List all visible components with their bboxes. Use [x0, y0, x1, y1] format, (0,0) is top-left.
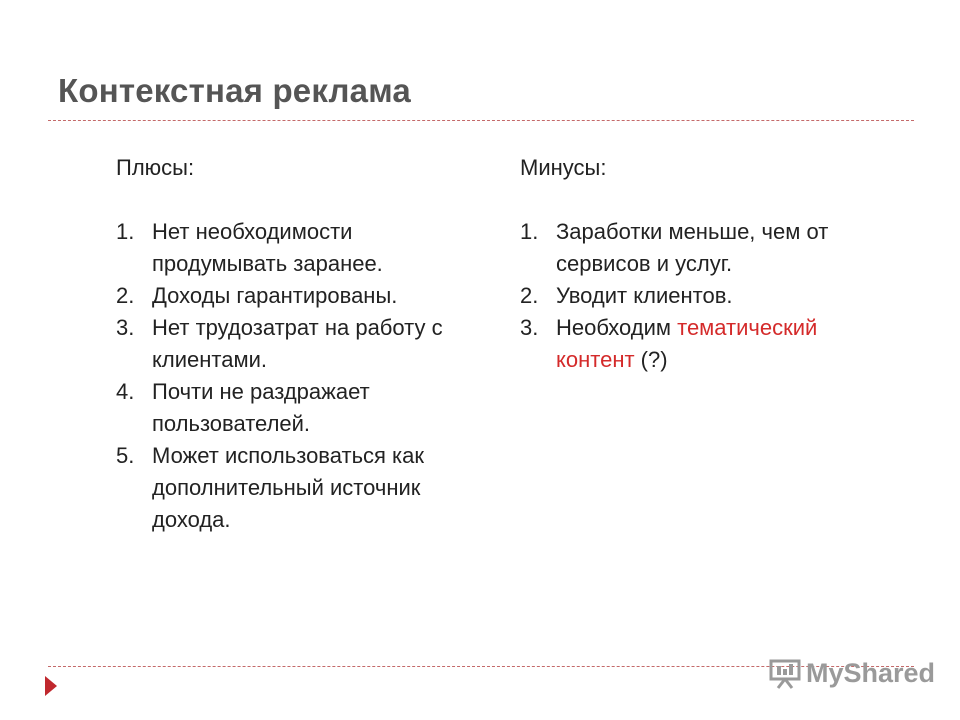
cons-column — [520, 152, 900, 376]
cons-heading: Минусы: — [520, 155, 607, 180]
list-item-text: Доходы гарантированы. — [152, 283, 398, 308]
highlighted-term: тематический контент — [556, 315, 818, 372]
slide-title: Контекстная реклама — [58, 72, 411, 109]
list-item-text: Может использоваться как дополнительный источник дохода. — [152, 443, 425, 532]
list-item-number: 3. — [520, 315, 539, 340]
cons-list — [520, 216, 900, 376]
list-item — [116, 376, 456, 440]
list-item-text: Почти не раздражает пользователей. — [152, 379, 370, 436]
list-item-number: 2. — [116, 283, 135, 308]
list-item-number: 3. — [116, 315, 135, 340]
list-item — [116, 280, 456, 312]
list-item-number: 2. — [520, 283, 539, 308]
title-divider — [48, 120, 914, 121]
presentation-board-icon — [768, 657, 802, 689]
list-item — [116, 216, 456, 280]
list-item — [520, 280, 900, 312]
pros-heading: Плюсы: — [116, 155, 195, 180]
list-item-number: 1. — [520, 219, 539, 244]
list-item-text-end: (?) — [634, 347, 668, 372]
list-item-text-start: Необходим — [556, 315, 678, 340]
list-item-text: Заработки меньше, чем от сервисов и услуг. — [556, 219, 829, 276]
list-item — [520, 312, 900, 376]
list-item-number: 5. — [116, 443, 135, 468]
list-item — [520, 216, 900, 280]
list-item-text: Уводит клиентов. — [556, 283, 733, 308]
list-item-text: Нет трудозатрат на работу с клиентами. — [152, 315, 443, 372]
list-item-number: 4. — [116, 379, 135, 404]
pros-column — [116, 152, 456, 536]
play-arrow-icon — [45, 676, 57, 696]
list-item-text — [556, 312, 900, 376]
list-item-text: Нет необходимости продумывать заранее. — [152, 219, 383, 276]
list-item — [116, 312, 456, 376]
site-logo — [768, 657, 935, 689]
list-item-number: 1. — [116, 219, 135, 244]
logo-text: MyShared — [806, 657, 936, 688]
pros-list — [116, 216, 456, 536]
list-item — [116, 440, 456, 536]
